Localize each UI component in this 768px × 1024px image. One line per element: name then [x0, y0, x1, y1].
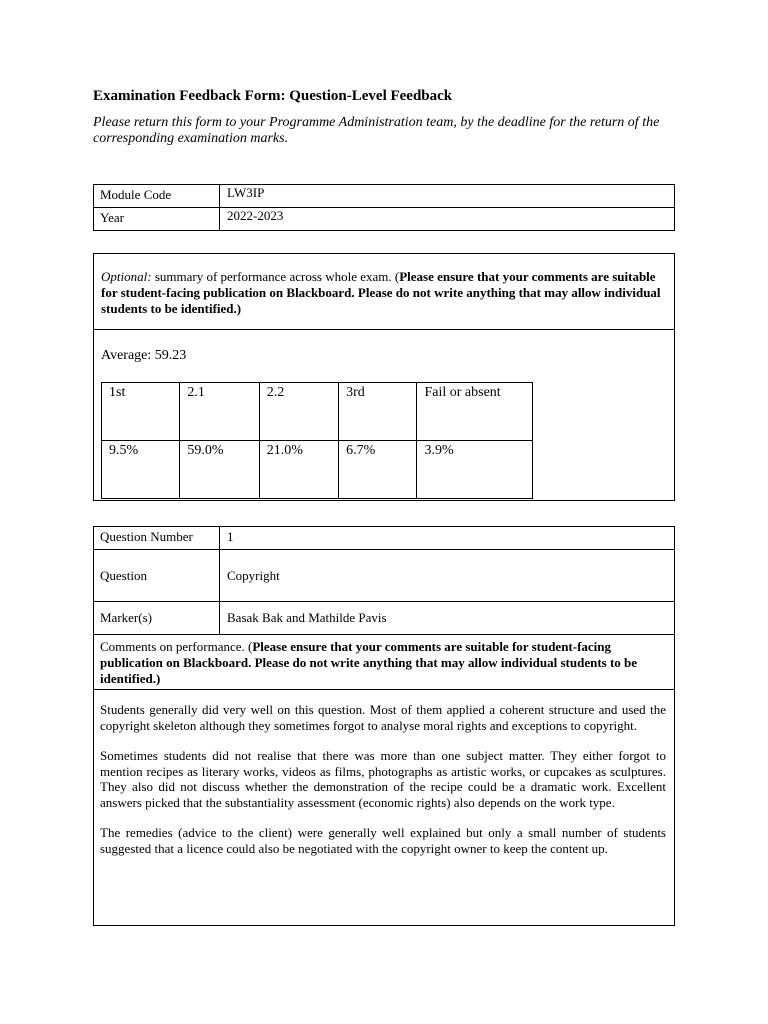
summary-instructions — [94, 254, 674, 330]
comments-label: Comments on performance. ( — [100, 639, 253, 654]
grade-value: 3.9% — [417, 441, 533, 499]
exam-summary-box — [93, 253, 675, 501]
optional-label: Optional: — [101, 269, 152, 284]
comment-paragraph: The remedies (advice to the client) were generally well explained but only a small number of students suggested that a licence could also be negotiated with the copyright owner to keep the content up. — [100, 825, 666, 856]
comments-body — [94, 690, 675, 926]
year-label: Year — [94, 208, 220, 231]
question-label: Question — [94, 550, 220, 602]
comments-warning: Please ensure that your comments are suitable for student-facing publication on Blackboard. Please do not write anything that may allow individual students to be identified.) — [100, 639, 638, 686]
question-number-value: 1 — [220, 527, 675, 550]
markers-value: Basak Bak and Mathilde Pavis — [220, 602, 675, 635]
grade-value: 59.0% — [180, 441, 259, 499]
comments-header-row — [94, 635, 675, 690]
year-row — [94, 208, 675, 231]
grade-distribution-table — [101, 382, 533, 499]
question-value: Copyright — [220, 550, 675, 602]
module-info-table — [93, 184, 675, 231]
markers-label: Marker(s) — [94, 602, 220, 635]
comment-paragraph: Students generally did very well on this question. Most of them applied a coherent structure and used the copyright skeleton although they sometimes forgot to analyse moral rights and exceptions to copyright. — [100, 702, 666, 733]
summary-warning: Please ensure that your comments are suitable for student-facing publication on Blackboard. Please do not write anything that may allow individual students to be identified.) — [101, 269, 661, 316]
grade-value-row — [102, 441, 533, 499]
form-title: Examination Feedback Form: Question-Level Feedback — [93, 88, 453, 104]
grade-value: 21.0% — [259, 441, 338, 499]
question-number-label: Question Number — [94, 527, 220, 550]
year-value: 2022-2023 — [220, 208, 675, 231]
grade-header: 3rd — [339, 383, 417, 441]
markers-row — [94, 602, 675, 635]
grade-value: 6.7% — [339, 441, 417, 499]
module-code-row — [94, 185, 675, 208]
grade-header: Fail or absent — [417, 383, 533, 441]
question-number-row — [94, 527, 675, 550]
comments-body-row — [94, 690, 675, 926]
comments-header — [94, 635, 675, 690]
grade-header: 2.2 — [259, 383, 338, 441]
question-feedback-table — [93, 526, 675, 926]
form-instruction: Please return this form to your Programme Administration team, by the deadline for the return of the corresponding examination marks. — [93, 115, 660, 146]
grade-header-row — [102, 383, 533, 441]
module-code-value: LW3IP — [220, 185, 675, 208]
comment-paragraph: Sometimes students did not realise that there was more than one subject matter. They either forgot to mention recipes as literary works, videos as films, photographs as artistic works, or cupcakes as sculptures. They also did not discuss whether the demonstration of the recipe could be a dramatic work. Excellent answers picked that the substantiality assessment (economic rights) also depends on the work type. — [100, 748, 666, 810]
summary-description: summary of performance across whole exam. ( — [151, 269, 400, 284]
grade-header: 1st — [102, 383, 180, 441]
grade-header: 2.1 — [180, 383, 259, 441]
question-row — [94, 550, 675, 602]
grade-value: 9.5% — [102, 441, 180, 499]
module-code-label: Module Code — [94, 185, 220, 208]
average-score: Average: 59.23 — [101, 348, 187, 363]
